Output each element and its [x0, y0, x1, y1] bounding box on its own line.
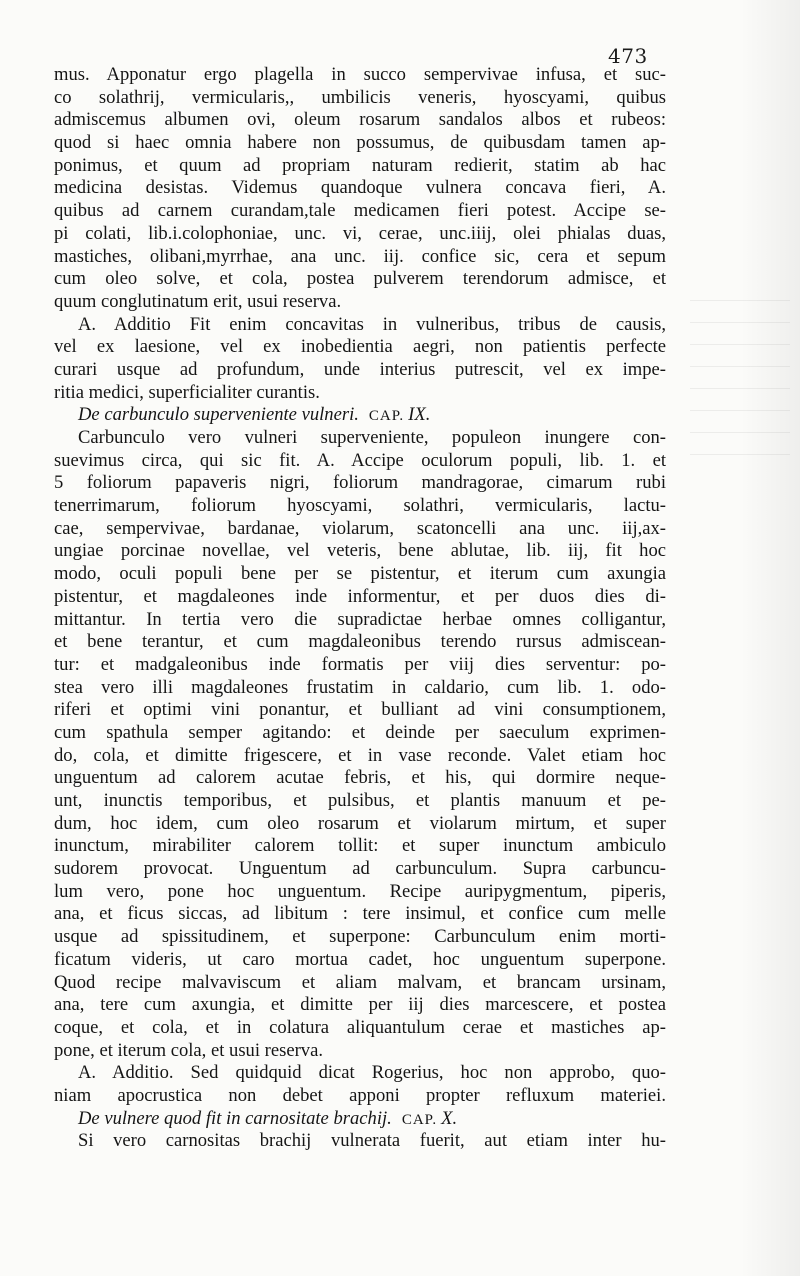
text-line: unguentum ad calorem acutae febris, et his, qui dormire neque- [54, 767, 666, 789]
text-line: Quod recipe malvaviscum et aliam malvam, et brancam ursinam, [54, 971, 666, 993]
text-line: A. Additio. Sed quidquid dicat Rogerius, hoc non approbo, quo- [78, 1062, 666, 1084]
text-line: admiscemus albumen ovi, oleum rosarum sandalos albos et rubeos: [54, 109, 666, 131]
text-line: curari usque ad profundum, unde interius putrescit, vel ex impe- [54, 358, 666, 380]
chapter-10-title: De vulnere quod fit in carnositate brachij. [78, 1107, 392, 1129]
text-line: modo, oculi populi bene per se pistentur, et iterum cum axungia [54, 563, 666, 585]
text-line: ana, et ficus siccas, ad libitum : tere insimul, et confice cum melle [54, 903, 666, 925]
text-line: mus. Apponatur ergo plagella in succo sempervivae infusa, et suc- [54, 64, 666, 85]
text-line: suevimus circa, qui sic fit. A. Accipe oculorum populi, lib. 1. et [54, 449, 666, 471]
text-line: cum oleo solve, et cola, postea pulverem terendorum admisce, et [54, 268, 666, 290]
text-line: mastiches, olibani,myrrhae, ana unc. iij. confice sic, cera et sepum [54, 245, 666, 267]
chapter-10-number: X. [441, 1107, 458, 1129]
text-line: inunctum, mirabiliter calorem tollit: et super inunctum ambiculo [54, 835, 666, 857]
text-line: ritia medici, superficialiter curantis. [54, 381, 320, 403]
text-line: co solathrij, vermicularis,, umbilicis veneris, hyoscyami, quibus [54, 86, 666, 108]
text-line: medicina desistas. Videmus quandoque vulnera concava fieri, A. [54, 177, 666, 199]
text-line: riferi et optimi vini ponantur, et bulliant ad vini consumptionem, [54, 699, 666, 721]
paragraph-additio-2 [54, 1062, 666, 1107]
chapter-9-heading [54, 404, 666, 427]
text-line: do, cola, et dimitte frigescere, et in vase reconde. Valet etiam hoc [54, 744, 666, 766]
text-line: Si vero carnositas brachij vulnerata fuerit, aut etiam inter hu- [78, 1130, 666, 1152]
text-line: ponimus, et quum ad propriam naturam redierit, statim ab hac [54, 154, 666, 176]
text-line: quibus ad carnem curandam,tale medicamen fieri potest. Accipe se- [54, 200, 666, 222]
chapter-9-cap: CAP. [368, 408, 405, 425]
page-edge-shadow [740, 0, 800, 1276]
page-number: 473 [608, 44, 648, 68]
text-line: pone, et iterum cola, et usui reserva. [54, 1039, 323, 1061]
text-line: cum spathula semper agitando: et deinde per saeculum exprimen- [54, 721, 666, 743]
show-through-bleed [690, 300, 790, 460]
page-text [54, 64, 666, 1153]
text-line: pistentur, et magdaleones inde informentur, et per duos dies di- [54, 585, 666, 607]
text-line: cae, sempervivae, bardanae, violarum, scatoncelli ana unc. iij,ax- [54, 517, 666, 539]
text-line: sudorem provocat. Unguentum ad carbunculum. Supra carbuncu- [54, 858, 666, 880]
paragraph-additio-1 [54, 314, 666, 405]
paragraph-main [54, 64, 666, 314]
chapter-10-heading [54, 1108, 666, 1131]
text-line: mittantur. In tertia vero die supradictae herbae omnes colligantur, [54, 608, 666, 630]
text-line: tur: et madgaleonibus inde formatis per viij dies serventur: po- [54, 653, 666, 675]
text-line: et bene terantur, et cum magdaleonibus terendo rursus admiscean- [54, 631, 666, 653]
text-line: ficatum videris, ut caro mortua cadet, hoc unguentum superpone. [54, 948, 666, 970]
text-line: stea vero illi magdaleones frustatim in caldario, cum lib. 1. odo- [54, 676, 666, 698]
text-line: Carbunculo vero vulneri superveniente, populeon inungere con- [78, 427, 666, 448]
paragraph-chapter-10 [54, 1130, 666, 1153]
text-line: A. Additio Fit enim concavitas in vulneribus, tribus de causis, [78, 313, 666, 335]
text-line: pi colati, lib.i.colophoniae, unc. vi, cerae, unc.iiij, olei phialas duas, [54, 222, 666, 244]
text-line: coque, et cola, et in colatura aliquantulum cerae et mastiches ap- [54, 1016, 666, 1038]
text-line: ungiae porcinae novellae, vel veteris, bene ablutae, lib. iij, fit hoc [54, 540, 666, 562]
text-line: tenerrimarum, foliorum hyoscyami, solathri, vermicularis, lactu- [54, 495, 666, 517]
text-line: usque ad spissitudinem, et superpone: Carbunculum enim morti- [54, 926, 666, 948]
text-line: 5 foliorum papaveris nigri, foliorum mandragorae, cimarum rubi [54, 472, 666, 494]
chapter-9-number: IX. [408, 404, 431, 426]
text-line: ana, tere cum axungia, et dimitte per iij dies marcescere, et postea [54, 994, 666, 1016]
paragraph-chapter-9 [54, 427, 666, 1062]
text-line: niam apocrustica non debet apponi propter refluxum materiei. [54, 1084, 666, 1106]
text-line: quod si haec omnia habere non possumus, de quibusdam tamen ap- [54, 132, 666, 154]
chapter-9-title: De carbunculo superveniente vulneri. [78, 404, 359, 426]
chapter-10-cap: CAP. [401, 1111, 438, 1128]
text-line: vel ex laesione, vel ex inobedientia aegri, non patientis perfecte [54, 336, 666, 358]
text-line: unt, inunctis temporibus, et pulsibus, et plantis manuum et pe- [54, 790, 666, 811]
text-line: dum, hoc idem, cum oleo rosarum et violarum mirtum, et super [54, 812, 666, 834]
text-line: quum conglutinatum erit, usui reserva. [54, 290, 342, 312]
text-line: lum vero, pone hoc unguentum. Recipe auripygmentum, piperis, [54, 880, 666, 902]
